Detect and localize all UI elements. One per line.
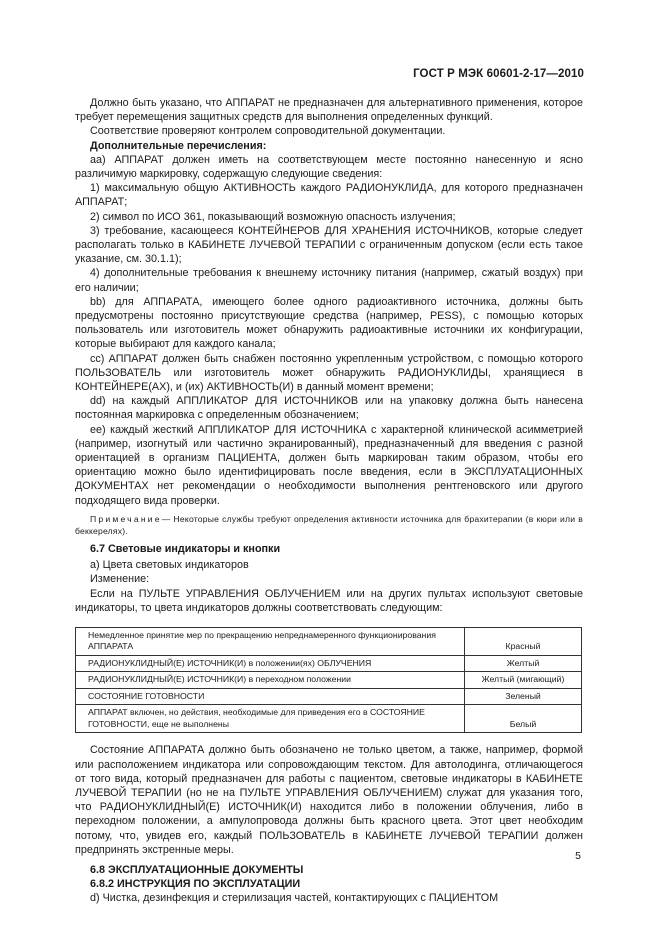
list-item: аа) АППАРАТ должен иметь на соответствующем месте постоянно нанесенную и ясно различимую маркировку, содержащую следующие сведения: — [75, 153, 583, 181]
paragraph: Должно быть указано, что АППАРАТ не предназначен для альтернативного применения, которое требует перемещения защитных средств для выполнения определенных функций. — [75, 97, 583, 124]
paragraph: Соответствие проверяют контролем сопроводительной документации. — [90, 125, 446, 138]
table-row — [76, 655, 582, 672]
list-item: ее) каждый жесткий АППЛИКАТОР ДЛЯ ИСТОЧНИКА с характерной клинической асимметрией (например, изогнутый или частично экранированный), предназначенный для введения с разной ориентацией в организм ПАЦИЕНТА, должен быть маркирован таким образом, чтобы его ориентацию можно было идентифицировать после введения, если в ЭКСПЛУАТАЦИОННЫХ ДОКУМЕНТАХ нет рекомендации о необходимости выполнения рентгеновского или другого подходящего вида проверки. — [75, 423, 583, 507]
table-row — [76, 705, 582, 733]
list-item: d) Чистка, дезинфекция и стерилизация частей, контактирующих с ПАЦИЕНТОМ — [90, 892, 499, 905]
table-cell-condition: АППАРАТ включен, но действия, необходимые для приведения его в СОСТОЯНИЕ ГОТОВНОСТИ, еще не выполнены — [76, 705, 465, 733]
note-label: Примечание — [90, 513, 162, 524]
list-item: dd) на каждый АППЛИКАТОР ДЛЯ ИСТОЧНИКОВ или на упаковку должна быть нанесена постоянная маркировка с определенным обозначением; — [75, 395, 583, 422]
table-cell-color: Желтый — [465, 655, 582, 672]
list-item: 3) требование, касающееся КОНТЕЙНЕРОВ ДЛЯ ХРАНЕНИЯ ИСТОЧНИКОВ, которые следует располагать только в КАБИНЕТЕ ЛУЧЕВОЙ ТЕРАПИИ с ограниченным допуском (если есть такое указание, см. 30.1.1); — [75, 224, 583, 266]
list-item: сс) АППАРАТ должен быть снабжен постоянно укрепленным устройством, с помощью которого ПОЛЬЗОВАТЕЛЬ или изготовитель может обнаружить РАДИОНУКЛИДЫ, хранящиеся в КОНТЕЙНЕРЕ(АХ), и (их) АКТИВНОСТЬ(И) в данный момент времени; — [75, 352, 583, 394]
section-title: 6.8 ЭКСПЛУАТАЦИОННЫЕ ДОКУМЕНТЫ — [90, 864, 304, 877]
table-cell-condition: Немедленное принятие мер по прекращению непреднамеренного функционирования АППАРАТА — [76, 627, 465, 655]
list-item: 1) максимальную общую АКТИВНОСТЬ каждого РАДИОНУКЛИДА, для которого предназначен АППАРАТ; — [75, 182, 583, 209]
document-header: ГОСТ Р МЭК 60601-2-17—2010 — [413, 68, 584, 80]
table-cell-color: Зеленый — [465, 688, 582, 705]
subsection-title: 6.8.2 ИНСТРУКЦИЯ ПО ЭКСПЛУАТАЦИИ — [90, 878, 301, 891]
table-cell-color: Белый — [465, 705, 582, 733]
table-cell-condition: СОСТОЯНИЕ ГОТОВНОСТИ — [76, 688, 465, 705]
table-cell-color: Красный — [465, 627, 582, 655]
indicator-color-table — [75, 627, 582, 734]
additional-heading: Дополнительные перечисления: — [90, 139, 267, 152]
paragraph: Состояние АППАРАТА должно быть обозначено не только цветом, а также, например, формой или расположением индикатора или сопровождающим текстом. Для автолодинга, отличающегося от того вида, который предназначен для работы с пациентом, световые индикаторы в КАБИНЕТЕ ЛУЧЕВОЙ ТЕРАПИИ (но не на ПУЛЬТЕ УПРАВЛЕНИЯ ОБЛУЧЕНИЕМ) служат для указания того, что РАДИОНУКЛИДНЫЙ(Е) ИСТОЧНИК(И) находится либо в положении облучения, либо в переходном положении, а ампулопровода должны быть красного цвета. Этот цвет необходим потому, что, увидев его, каждый ПОЛЬЗОВАТЕЛЬ в КАБИНЕТЕ ЛУЧЕВОЙ ТЕРАПИИ должен предпринять экстренные меры. — [75, 744, 583, 856]
list-item: bb) для АППАРАТА, имеющего более одного радиоактивного источника, должны быть предусмотрены постоянно присутствующие средства (например, PESS), с помощью которых пользователь или изготовитель может обнаружить радиоактивные источники их конфигурации, которые выбирают для каждого канала; — [75, 295, 583, 351]
table-row — [76, 672, 582, 689]
list-item: 2) символ по ИСО 361, показывающий возможную опасность излучения; — [90, 210, 456, 223]
table-cell-condition: РАДИОНУКЛИДНЫЙ(Е) ИСТОЧНИК(И) в переходном положении — [76, 672, 465, 689]
note-text: — Некоторые службы требуют определения активности источника для брахитерапии (в кюри или в беккерелях). — [75, 513, 583, 536]
page-body — [75, 96, 583, 906]
note — [75, 513, 583, 537]
section-title: 6.7 Световые индикаторы и кнопки — [90, 542, 281, 555]
change-label: Изменение: — [90, 573, 150, 586]
list-item: 4) дополнительные требования к внешнему источнику питания (например, сжатый воздух) при его наличии; — [75, 267, 583, 294]
subsection-label: а) Цвета световых индикаторов — [90, 559, 249, 572]
table-cell-condition: РАДИОНУКЛИДНЫЙ(Е) ИСТОЧНИК(И) в положении(ях) ОБЛУЧЕНИЯ — [76, 655, 465, 672]
paragraph: Если на ПУЛЬТЕ УПРАВЛЕНИЯ ОБЛУЧЕНИЕМ или на других пультах используют световые индикаторы, то цвета индикаторов должны соответствовать следующим: — [75, 587, 583, 614]
table-row — [76, 688, 582, 705]
table-row — [76, 627, 582, 655]
page-number: 5 — [575, 850, 581, 862]
table-cell-color: Желтый (мигающий) — [465, 672, 582, 689]
